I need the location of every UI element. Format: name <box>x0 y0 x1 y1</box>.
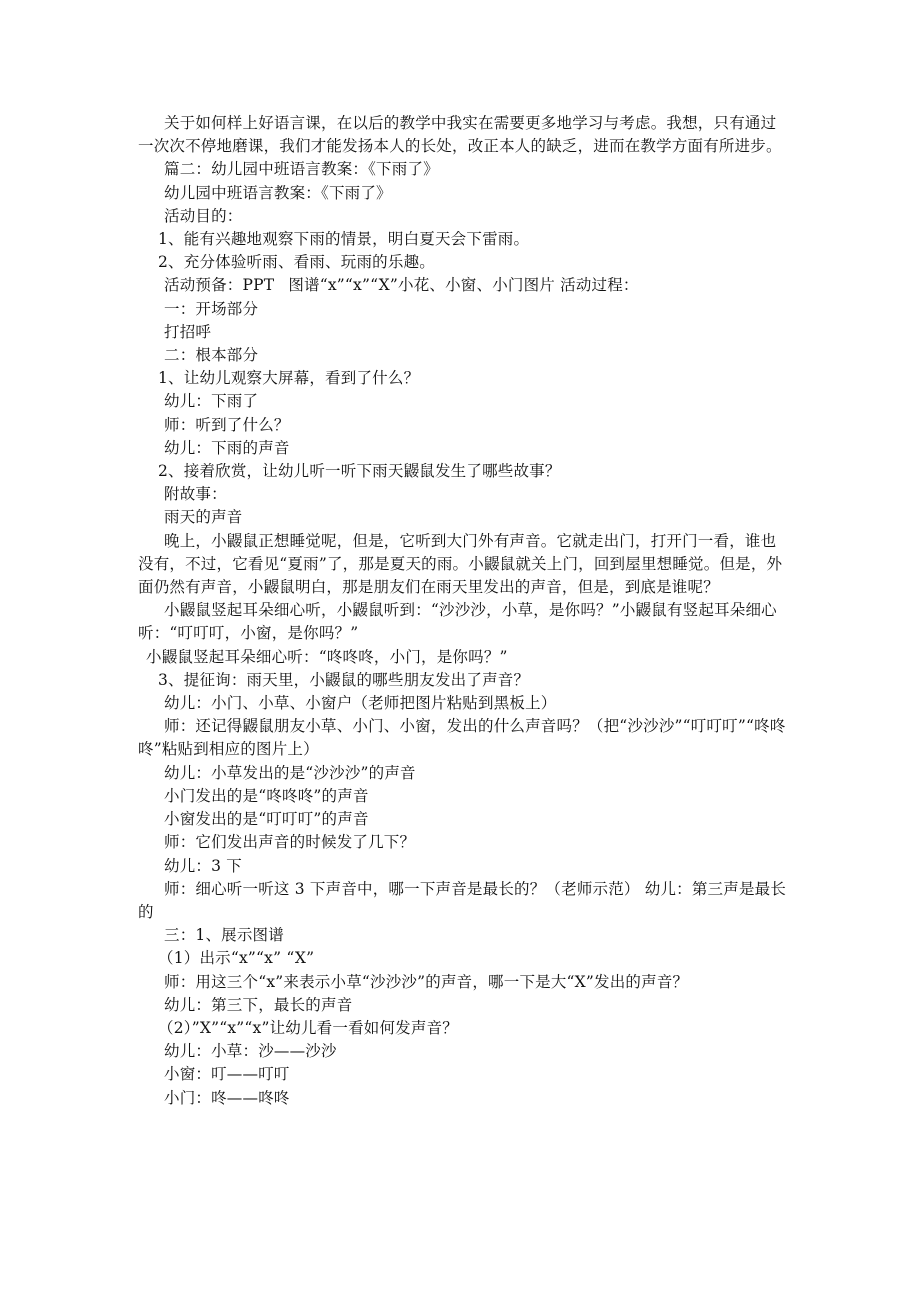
list-item: 1、让幼儿观察大屏幕，看到了什么？ <box>158 369 420 388</box>
paragraph: 幼儿：3 下 <box>164 856 242 875</box>
paragraph: 关于如何样上好语言课，在以后的教学中我实在需要更多地学习与考虑。我想，只有通过一次次不停地磨课，我们才能发扬本人的长处，改正本人的缺乏，进而在教学方面有所进步。 <box>138 114 782 156</box>
paragraph: 幼儿：小草：沙——沙沙 <box>164 1042 337 1061</box>
paragraph: 师：细心听一听这 3 下声音中，哪一下声音是最长的？（老师示范） 幼儿：第三声是最长的 <box>138 879 787 921</box>
paragraph: 小窗：叮——叮叮 <box>164 1065 290 1084</box>
paragraph: 幼儿：下雨了 <box>164 392 259 411</box>
list-item: （1）出示“x”“x” “X” <box>158 949 315 968</box>
section-heading: 篇二：幼儿园中班语言教案：《下雨了》 <box>164 160 439 179</box>
paragraph <box>138 274 790 297</box>
paragraph: 幼儿：小门、小草、小窗户（老师把图片粘贴到黑板上） <box>164 694 557 713</box>
paragraph: 活动目的： <box>164 206 243 225</box>
paragraph: 二：根本部分 <box>164 346 259 365</box>
list-item: 2、充分体验听雨、看雨、玩雨的乐趣。 <box>158 253 435 272</box>
paragraph: 打招呼 <box>164 322 212 341</box>
paragraph: 小鼹鼠竖起耳朵细心听：“咚咚咚，小门，是你吗？” <box>146 647 508 666</box>
paragraph: 师：听到了什么？ <box>164 415 290 434</box>
paragraph: 小门发出的是“咚咚咚”的声音 <box>164 786 369 805</box>
paragraph: 师：还记得鼹鼠朋友小草、小门、小窗，发出的什么声音吗？（把“沙沙沙”“叮叮叮”“咚咚咚”粘贴到相应的图片上） <box>138 717 786 759</box>
paragraph: 一：开场部分 <box>164 299 259 318</box>
list-item: 3、提征询：雨天里，小鼹鼠的哪些朋友发出了声音？ <box>158 670 530 689</box>
lesson-title: 幼儿园中班语言教案：《下雨了》 <box>164 183 392 202</box>
paragraph: 幼儿：第三下，最长的声音 <box>164 995 353 1014</box>
paragraph: 三：1、展示图谱 <box>164 926 284 945</box>
list-item: （2）”X”“x”“x”让幼儿看一看如何发声音？ <box>158 1018 458 1037</box>
prep-label: 活动预备：PPT <box>164 276 275 295</box>
paragraph: 晚上，小鼹鼠正想睡觉呢，但是，它听到大门外有声音。它就走出门，打开门一看，谁也没有，不过，它看见“夏雨”了，那是夏天的雨。小鼹鼠就关上门，回到屋里想睡觉。但是，外面仍然有声音，小鼹鼠明白，那是朋友们在雨天里发出的声音，但是，到底是谁呢？ <box>138 531 783 597</box>
prep-materials: 图谱“x”“x”“X”小花、小窗、小门图片 活动过程： <box>288 276 639 295</box>
paragraph: 师：用这三个“x”来表示小草“沙沙沙”的声音，哪一下是大“X”发出的声音？ <box>164 972 689 991</box>
paragraph: 师：它们发出声音的时候发了几下？ <box>164 833 416 852</box>
list-item: 1、能有兴趣地观察下雨的情景，明白夏天会下雷雨。 <box>158 230 530 249</box>
list-item: 2、接着欣赏，让幼儿听一听下雨天鼹鼠发生了哪些故事？ <box>158 462 561 481</box>
paragraph: 幼儿：下雨的声音 <box>164 438 290 457</box>
story-title: 雨天的声音 <box>164 508 243 527</box>
paragraph: 小鼹鼠竖起耳朵细心听，小鼹鼠听到：“沙沙沙，小草，是你吗？”小鼹鼠有竖起耳朵细心听：“叮叮叮，小窗，是你吗？” <box>138 601 777 643</box>
paragraph: 小门：咚——咚咚 <box>164 1088 290 1107</box>
paragraph: 幼儿：小草发出的是“沙沙沙”的声音 <box>164 763 416 782</box>
paragraph: 附故事： <box>164 485 227 504</box>
document-body <box>138 112 790 1110</box>
paragraph: 小窗发出的是“叮叮叮”的声音 <box>164 810 369 829</box>
